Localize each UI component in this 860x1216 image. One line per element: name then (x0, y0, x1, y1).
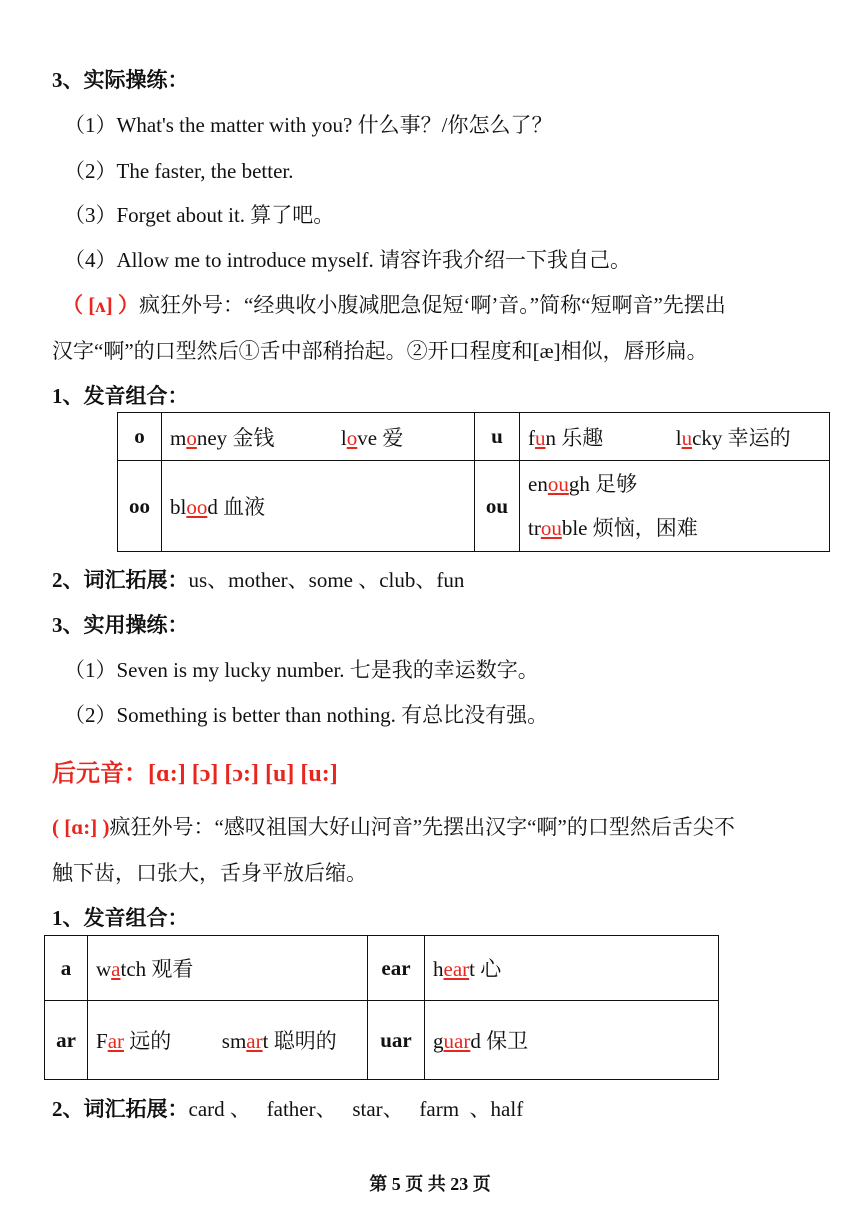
example-cell (162, 461, 475, 552)
vocab-label: 2、词汇拓展： (52, 568, 189, 592)
example-word: enough 足够 (528, 472, 638, 496)
example-cell (520, 461, 830, 552)
vowel-description-text: 疯狂外号：“经典收小腹减肥急促短‘啊’音。”简称“短啊音”先摆出 (139, 293, 726, 317)
example-word: blood 血液 (170, 495, 266, 519)
vowel-description (52, 811, 735, 841)
example-cell (425, 1001, 719, 1080)
vowel-description-text: 疯狂外号：“感叹祖国大好山河音”先摆出汉字“啊”的口型然后舌尖不 (109, 815, 735, 839)
practice-heading: 3、实际操练： (52, 68, 189, 92)
vowel-description-line: 汉字“啊”的口型然后①舌中部稍抬起。②开口程度和[æ]相似，唇形扁。 (52, 339, 708, 363)
section-title: 后元音：[ɑ:] [ɔ] [ɔ:] [u] [u:] (52, 761, 338, 787)
pronunciation-table (117, 412, 830, 552)
example-word: watch 观看 (96, 957, 194, 981)
practice-heading: 3、实用操练： (52, 613, 189, 637)
example-cell (520, 413, 830, 461)
practice-sentence: （3）Forget about it. 算了吧。 (64, 203, 335, 227)
example-word: Far 远的 (96, 1029, 172, 1053)
vocab-line (52, 564, 464, 594)
example-cell (425, 936, 719, 1001)
letter-combo: a (45, 936, 88, 1001)
combo-heading: 1、发音组合： (52, 906, 189, 930)
letter-combo: uar (368, 1001, 425, 1080)
example-cell (88, 936, 368, 1001)
example-word: trouble 烦恼，困难 (528, 516, 698, 540)
letter-combo: ou (475, 461, 520, 552)
phonetic-symbol: （ [ʌ] ） (62, 293, 139, 317)
vowel-description-line: 触下齿，口张大，舌身平放后缩。 (52, 861, 367, 885)
letter-combo: ear (368, 936, 425, 1001)
example-word: heart 心 (433, 957, 502, 981)
example-word: love 爱 (340, 425, 404, 450)
example-word: money 金钱 (170, 425, 275, 450)
example-word: guard 保卫 (433, 1029, 529, 1053)
example-word: fun 乐趣 (528, 425, 604, 450)
vocab-label: 2、词汇拓展： (52, 1097, 189, 1121)
practice-sentence: （2）The faster, the better. (64, 159, 294, 183)
practice-sentence: （1）Seven is my lucky number. 七是我的幸运数字。 (64, 658, 539, 682)
letter-combo: o (118, 413, 162, 461)
practice-sentence: （1）What's the matter with you? 什么事？/你怎么了？ (64, 113, 553, 137)
phonetic-symbol: ( [ɑ:] ) (52, 815, 110, 839)
page-footer: 第 5 页 共 23 页 (369, 1174, 491, 1194)
example-cell (88, 1001, 368, 1080)
vocab-words: card 、 father、 star、 farm 、half (188, 1097, 524, 1121)
letter-combo: u (475, 413, 520, 461)
vocab-words: us、mother、some 、club、fun (188, 568, 465, 592)
vocab-line (52, 1093, 523, 1123)
practice-sentence: （4）Allow me to introduce myself. 请容许我介绍一下我自己。 (64, 248, 631, 272)
letter-combo: oo (118, 461, 162, 552)
combo-heading: 1、发音组合： (52, 384, 189, 408)
letter-combo: ar (45, 1001, 88, 1080)
pronunciation-table (44, 935, 719, 1080)
example-cell (162, 413, 475, 461)
vowel-description (62, 289, 726, 319)
example-word: smart 聪明的 (221, 1029, 337, 1053)
practice-sentence: （2）Something is better than nothing. 有总比没有强。 (64, 703, 549, 727)
example-word: lucky 幸运的 (675, 425, 791, 450)
